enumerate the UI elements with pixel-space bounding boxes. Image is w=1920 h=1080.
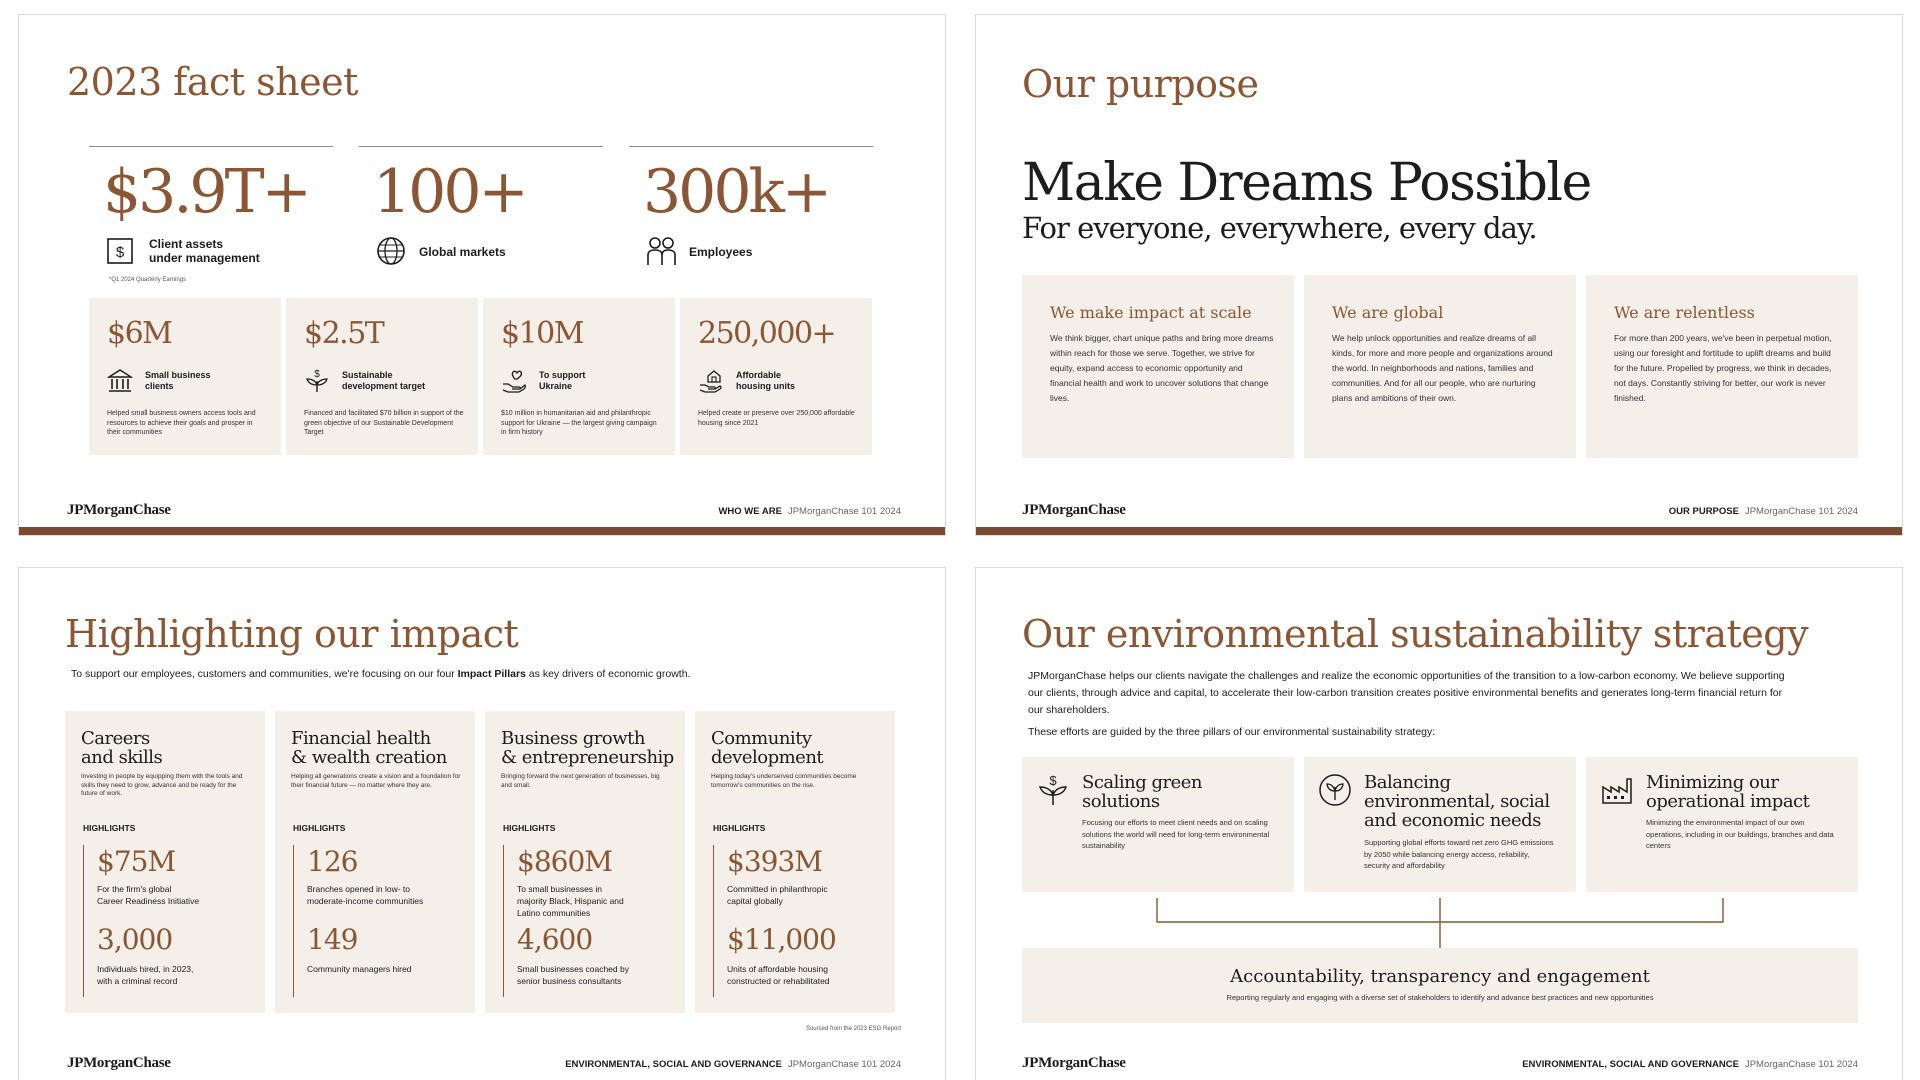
source-note: Sourced from the 2023 ESG Report xyxy=(805,1026,901,1032)
pillar-heading: Community development xyxy=(711,728,824,768)
jpmorganchase-logo: JPMorganChase xyxy=(1022,1055,1126,1071)
slide-impact xyxy=(18,567,946,1080)
slide-intro xyxy=(71,668,690,680)
stat-value: 100+ xyxy=(373,157,526,227)
intro-emphasis: Impact Pillars xyxy=(457,668,526,680)
highlight-value: 149 xyxy=(307,923,358,956)
accountability-text: Reporting regularly and engaging with a diverse set of stakeholders to identify and advance best practices and new opportunities xyxy=(1226,993,1654,1002)
heart-hand-icon xyxy=(501,368,527,394)
card-label: Small business clients xyxy=(145,370,211,391)
pillar-financial-health xyxy=(275,711,475,1013)
slide-footer xyxy=(565,1059,901,1070)
card-ukraine-support xyxy=(483,298,675,455)
dollar-sprout-icon xyxy=(1036,773,1070,807)
pillar-connector xyxy=(1156,898,1724,948)
accountability-heading: Accountability, transparency and engagement xyxy=(1230,966,1650,987)
footer-subtitle: JPMorganChase 101 2024 xyxy=(787,506,901,517)
footer-section: ENVIRONMENTAL, SOCIAL AND GOVERNANCE xyxy=(1522,1059,1739,1070)
card-heading: We are relentless xyxy=(1614,303,1755,322)
highlights-label: HIGHLIGHTS xyxy=(293,823,346,833)
card-heading: We are global xyxy=(1332,303,1444,322)
card-text: We think bigger, chart unique paths and bring more dreams within reach for those we serve. Together, we strive for equity, expand access to economic opportunity and financial health and work to uncover solutions that change lives. xyxy=(1050,333,1274,403)
card-label: Sustainable development target xyxy=(342,370,426,391)
slide-title: 2023 fact sheet xyxy=(67,60,358,104)
slide-title: Our purpose xyxy=(1022,62,1259,106)
pillar-heading: Minimizing our operational impact xyxy=(1646,772,1810,812)
card-sustainable-development xyxy=(286,298,478,455)
card-text: We help unlock opportunities and realize dreams of all kinds, for more and more people and organizations around the world. In neighborhoods and nations, families and communities. And for all our people, who are nurturing plans and ambitions of their own. xyxy=(1332,333,1553,403)
env-pillar-operational-impact xyxy=(1586,757,1858,892)
intro-text: To support our employees, customers and communities, we're focusing on our four xyxy=(71,668,458,680)
purpose-card-global xyxy=(1304,275,1576,458)
stat-label: Global markets xyxy=(419,245,506,259)
slide-footer xyxy=(1522,1059,1858,1070)
pillar-text: Bringing forward the next generation of businesses, big and small. xyxy=(501,773,660,789)
highlights-label: HIGHLIGHTS xyxy=(503,823,556,833)
footer-subtitle: JPMorganChase 101 2024 xyxy=(1744,1059,1858,1070)
slide-fact-sheet xyxy=(18,14,946,536)
highlight-value: $860M xyxy=(517,845,612,878)
env-pillar-green-solutions xyxy=(1022,757,1294,892)
pillar-text: Supporting global efforts toward net zero GHG emissions by 2050 while balancing energy access, reliability, security and affordability xyxy=(1364,838,1554,870)
pillar-heading: Balancing environmental, social and economic needs xyxy=(1364,772,1550,831)
stat-label: Employees xyxy=(689,245,753,259)
svg-text:$: $ xyxy=(115,244,125,261)
pillar-heading: Financial health & wealth creation xyxy=(291,728,447,768)
svg-text:$: $ xyxy=(1049,773,1057,788)
pillar-text: Focusing our efforts to meet client needs and on scaling solutions the world will need for long-term environmental sustainability xyxy=(1082,818,1270,850)
pillar-careers-skills xyxy=(65,711,265,1013)
card-value: $10M xyxy=(501,316,583,351)
sprout-icon xyxy=(304,368,330,394)
highlight-value: $11,000 xyxy=(727,923,836,956)
jpmorganchase-logo: JPMorganChase xyxy=(1022,502,1126,518)
card-heading: We make impact at scale xyxy=(1050,303,1252,322)
pillar-text: Minimizing the environmental impact of our own operations, including in our buildings, branches and data centers xyxy=(1646,818,1834,850)
pillar-heading: Careers and skills xyxy=(81,728,163,768)
card-description: Helped small business owners access tools and resources to achieve their goals and prosper in their communities xyxy=(107,410,256,436)
pillar-heading: Business growth & entrepreneurship xyxy=(501,728,674,768)
slide-environmental-strategy xyxy=(975,567,1903,1080)
footer-section: ENVIRONMENTAL, SOCIAL AND GOVERNANCE xyxy=(565,1059,782,1070)
highlight-value: $393M xyxy=(727,845,822,878)
brand-bar xyxy=(976,527,1902,535)
globe-icon xyxy=(375,235,407,267)
slide-title: Highlighting our impact xyxy=(65,612,519,656)
purpose-card-relentless xyxy=(1586,275,1858,458)
card-text: For more than 200 years, we've been in perpetual motion, using our foresight and fortitude to uplift dreams and build for the future. Propelled by progress, we think in decades, not days. Constantly striving for better, our work is never finished. xyxy=(1614,333,1832,403)
highlight-value: $75M xyxy=(97,845,176,878)
bank-icon xyxy=(107,368,133,394)
stat-value: $3.9T+ xyxy=(103,157,309,227)
hero-headline: Make Dreams Possible xyxy=(1022,153,1591,213)
footer-subtitle: JPMorganChase 101 2024 xyxy=(1744,506,1858,517)
pillar-text: Helping all generations create a vision and a foundation for their financial future — no matter where they are. xyxy=(291,773,461,789)
highlight-label: Small businesses coached by senior business consultants xyxy=(517,964,629,986)
hero-subheadline: For everyone, everywhere, every day. xyxy=(1022,211,1537,245)
stat-global-markets xyxy=(359,146,603,259)
footer-section: OUR PURPOSE xyxy=(1668,506,1739,517)
pillar-heading: Scaling green solutions xyxy=(1082,772,1203,812)
highlight-label: Branches opened in low- to moderate-income communities xyxy=(307,884,424,906)
highlights-label: HIGHLIGHTS xyxy=(83,823,136,833)
stat-label: Client assets under management xyxy=(149,237,260,265)
highlight-rule xyxy=(503,845,504,997)
highlight-label: Units of affordable housing constructed or rehabilitated xyxy=(727,964,830,986)
card-value: 250,000+ xyxy=(698,316,836,351)
jpmorganchase-logo: JPMorganChase xyxy=(67,502,171,518)
dollar-icon xyxy=(105,235,137,267)
housing-icon xyxy=(698,368,724,394)
pillar-text: Investing in people by equipping them with the tools and skills they need to grow, advance and be ready for the future of work. xyxy=(81,773,243,797)
pillar-business-growth xyxy=(485,711,685,1013)
highlight-rule xyxy=(83,845,84,997)
stat-value: 300k+ xyxy=(643,157,830,227)
people-icon xyxy=(645,235,677,267)
brand-bar xyxy=(19,527,945,535)
intro-text-end: as key drivers of economic growth. xyxy=(525,668,691,680)
slide-title: Our environmental sustainability strategy xyxy=(1022,612,1809,656)
env-pillar-balancing-needs xyxy=(1304,757,1576,892)
footer-subtitle: JPMorganChase 101 2024 xyxy=(787,1059,901,1070)
highlight-label: For the firm's global Career Readiness Initiative xyxy=(97,884,200,906)
factory-icon xyxy=(1600,773,1634,807)
highlight-value: 126 xyxy=(307,845,358,878)
footnote: *Q1 2024 Quarterly Earnings xyxy=(109,277,187,283)
card-affordable-housing xyxy=(680,298,872,455)
card-label: To support Ukraine xyxy=(539,370,586,391)
highlights-label: HIGHLIGHTS xyxy=(713,823,766,833)
purpose-card-impact xyxy=(1022,275,1294,458)
stat-client-assets xyxy=(89,146,333,265)
highlight-label: To small businesses in majority Black, Hispanic and Latino communities xyxy=(517,884,624,918)
footer-section: WHO WE ARE xyxy=(718,506,782,517)
jpmorganchase-logo: JPMorganChase xyxy=(67,1055,171,1071)
card-value: $6M xyxy=(107,316,172,351)
card-description: $10 million in humanitarian aid and philanthropic support for Ukraine — the largest giving campaign in firm history xyxy=(501,410,657,436)
accountability-banner xyxy=(1022,948,1858,1023)
stat-employees xyxy=(629,146,873,259)
highlight-rule xyxy=(293,845,294,997)
slide-footer xyxy=(718,506,901,517)
slide-intro-secondary: These efforts are guided by the three pillars of our environmental sustainability strategy: xyxy=(1028,726,1436,738)
highlight-label: Committed in philanthropic capital globally xyxy=(727,884,828,906)
card-description: Financed and facilitated $70 billion in support of the green objective of our Sustainable Development Target xyxy=(304,410,464,436)
card-small-business xyxy=(89,298,281,455)
pillar-community-development xyxy=(695,711,895,1013)
pillar-text: Helping today's underserved communities become tomorrow's communities on the rise. xyxy=(711,773,857,789)
highlight-value: 3,000 xyxy=(97,923,173,956)
card-description: Helped create or preserve over 250,000 affordable housing since 2021 xyxy=(698,410,855,427)
highlight-value: 4,600 xyxy=(517,923,593,956)
slide-intro: JPMorganChase helps our clients navigate the challenges and realize the economic opportunities of the transition to a low-carbon economy. We believe supporting our clients, through advice and capital, to accelerate their low-carbon transition creates positive environmental benefits and generates long-term financial return for our shareholders. xyxy=(1028,670,1785,716)
svg-text:$: $ xyxy=(314,369,320,380)
highlight-label: Community managers hired xyxy=(307,964,412,974)
leaf-circle-icon xyxy=(1318,773,1352,807)
highlight-label: Individuals hired, in 2023, with a criminal record xyxy=(97,964,194,986)
slide-our-purpose xyxy=(975,14,1903,536)
card-value: $2.5T xyxy=(304,316,384,351)
slide-footer xyxy=(1669,506,1858,517)
highlight-rule xyxy=(713,845,714,997)
card-label: Affordable housing units xyxy=(736,370,795,391)
